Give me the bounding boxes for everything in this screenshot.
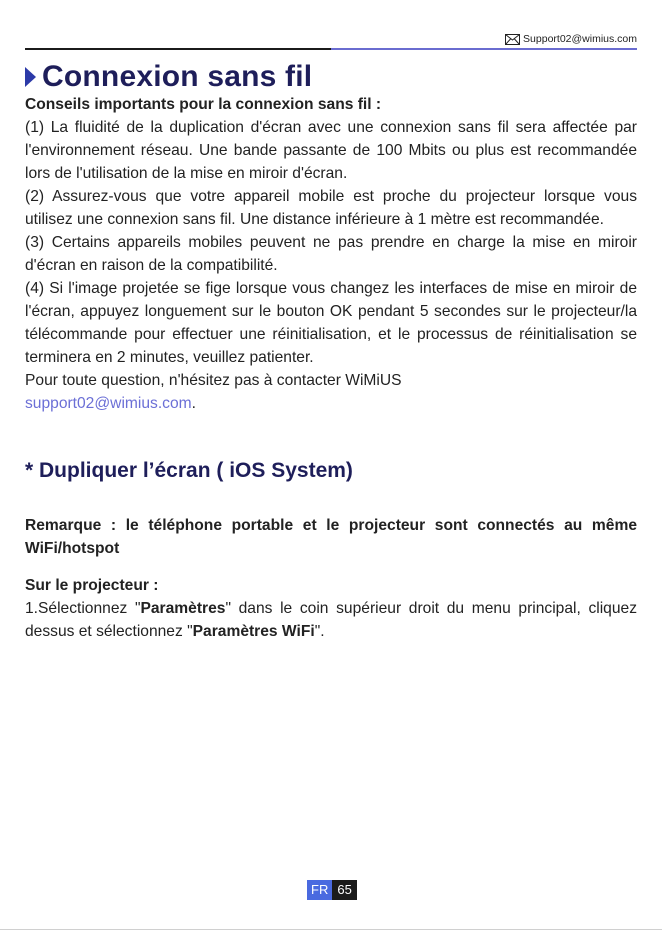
contact-line: Pour toute question, n'hésitez pas à contacter WiMiUS xyxy=(25,372,402,389)
header-divider xyxy=(25,48,637,50)
contact-email-link[interactable]: support02@wimius.com xyxy=(25,395,192,412)
language-badge: FR xyxy=(307,880,332,900)
triangle-bullet-icon xyxy=(25,67,36,87)
step-1 xyxy=(25,597,637,643)
page-title xyxy=(25,60,312,94)
section-title: * Dupliquer l’écran ( iOS System) xyxy=(25,459,353,482)
tip-item-1: (1) La fluidité de la duplication d'écran avec une connexion sans fil sera affectée par l'environnement réseau. Une bande passante de 100 Mbits ou plus est recommandée lors de l'utilisation de la mise en miroir d'écran. xyxy=(25,119,637,182)
step-1-text-a: 1.Sélectionnez " xyxy=(25,600,141,617)
step-1-settings-label: Paramètres xyxy=(140,600,226,617)
step-1-wifi-settings-label: Paramètres WiFi xyxy=(192,623,315,640)
support-email-header xyxy=(505,33,637,45)
page-title-text: Connexion sans fil xyxy=(42,60,313,93)
projector-subheading: Sur le projecteur : xyxy=(25,577,159,594)
note-block xyxy=(25,514,637,560)
tips-heading: Conseils importants pour la connexion sans fil : xyxy=(25,96,382,113)
page-number-badge xyxy=(307,880,357,900)
tip-item-2: (2) Assurez-vous que votre appareil mobile est proche du projecteur lorsque vous utilisez une connexion sans fil. Une distance inférieure à 1 mètre est recommandée. xyxy=(25,188,637,228)
page-number: 65 xyxy=(332,880,356,900)
contact-email-line xyxy=(25,392,637,415)
note-text: Remarque : le téléphone portable et le projecteur sont connectés au même WiFi/hotspot xyxy=(25,517,637,557)
step-1-text-b: " dans le coin supérieur droit du menu principal, cliquez dessus et sélectionnez " xyxy=(25,600,637,640)
support-email-text[interactable]: Support02@wimius.com xyxy=(523,33,637,45)
projector-steps-block xyxy=(25,574,637,643)
tip-item-4: (4) Si l'image projetée se fige lorsque vous changez les interfaces de mise en miroir de l'écran, appuyez longuement sur le bouton OK pendant 5 secondes sur le projecteur/la télécommande pour effectuer une réinitialisation, et le processus de réinitialisation se terminera en 2 minutes, veuillez patienter. xyxy=(25,280,637,366)
envelope-icon xyxy=(505,34,520,45)
wireless-tips-block xyxy=(25,93,637,415)
step-1-text-c: ". xyxy=(314,623,325,640)
bottom-divider xyxy=(0,929,662,930)
contact-email-period: . xyxy=(191,395,196,412)
tip-item-3: (3) Certains appareils mobiles peuvent ne pas prendre en charge la mise en miroir d'écran en raison de la compatibilité. xyxy=(25,234,637,274)
